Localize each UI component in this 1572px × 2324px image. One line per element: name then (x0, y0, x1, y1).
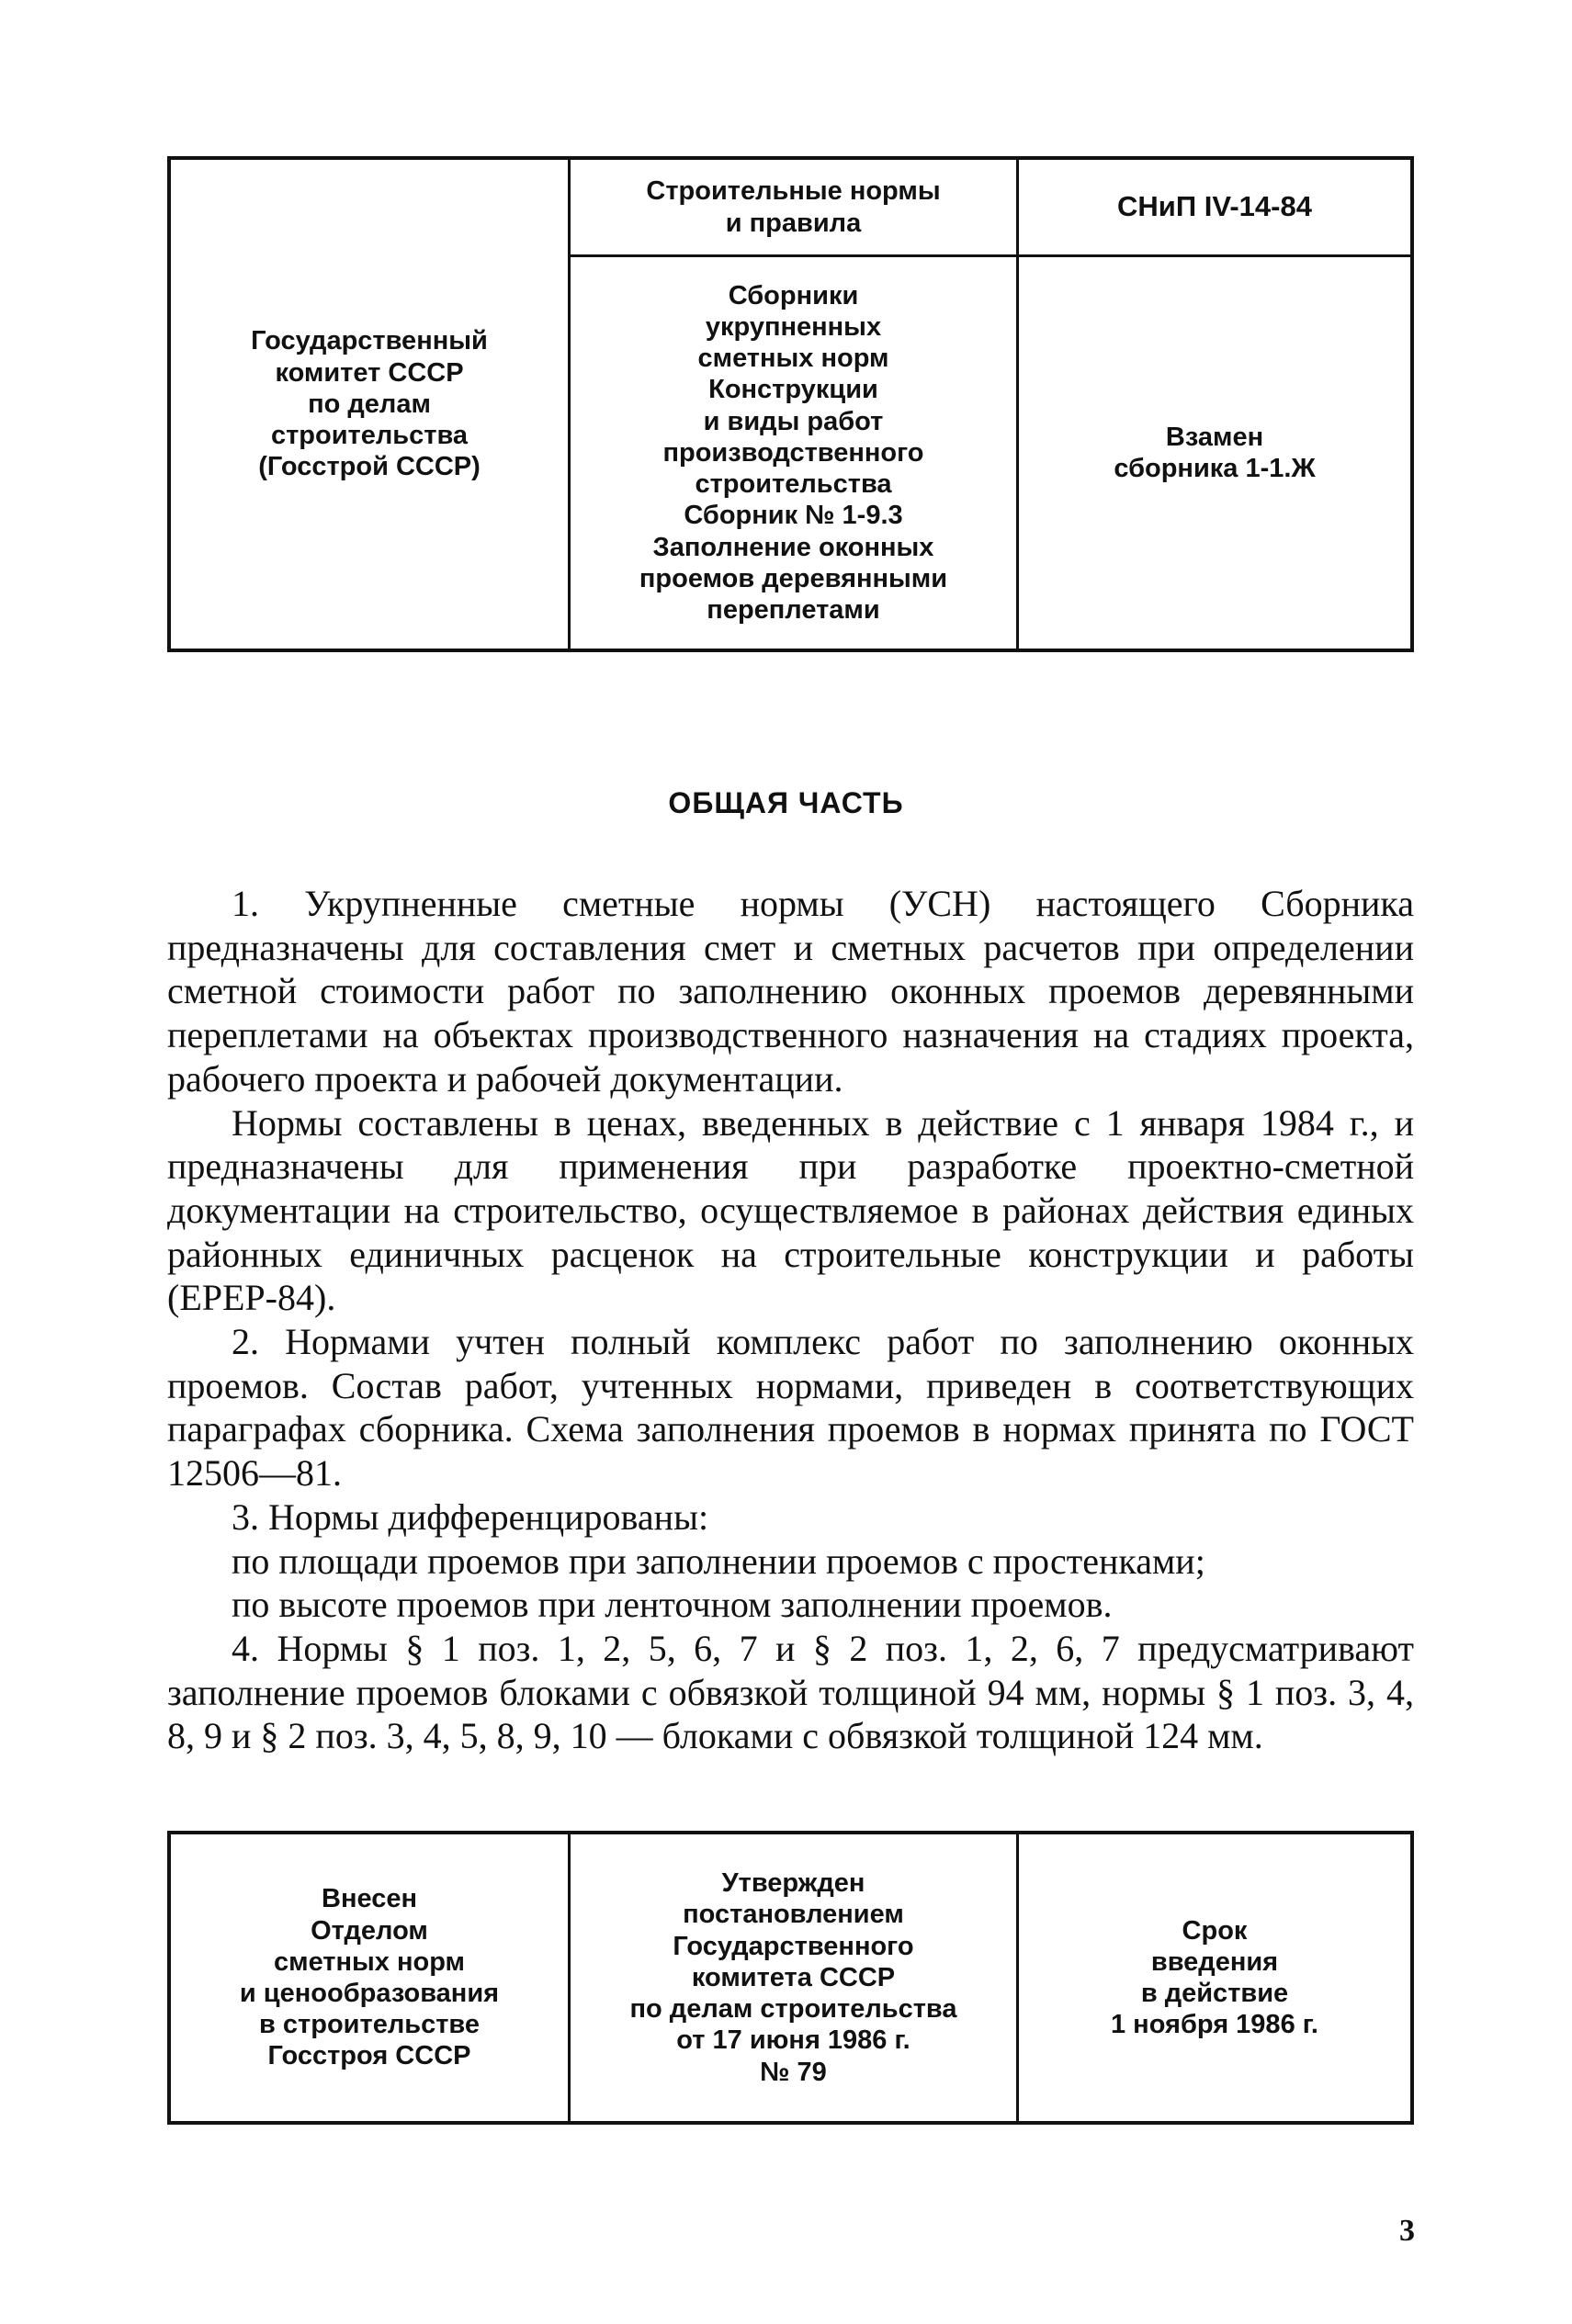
submitted-line: в строительстве (259, 2010, 480, 2040)
collection-line: Конструкции (708, 375, 878, 405)
page-number: 3 (1399, 2214, 1415, 2248)
section-title: ОБЩАЯ ЧАСТЬ (668, 786, 904, 819)
submitted-line: Отделом (311, 1915, 428, 1946)
collection-line: Заполнение оконных (652, 532, 934, 562)
replaces-cell (1019, 257, 1410, 649)
footer-table (167, 1831, 1414, 2125)
issuer-cell (171, 160, 568, 649)
doc-code-cell (1019, 160, 1410, 254)
submitted-line: сметных норм (273, 1946, 465, 1977)
header-table (167, 156, 1414, 652)
submitted-cell (171, 1834, 568, 2121)
approved-line: от 17 июня 1986 г. (676, 2025, 910, 2056)
approved-cell (571, 1834, 1016, 2121)
paragraph: 4. Нормы § 1 поз. 1, 2, 5, 6, 7 и § 2 поз. 1, 2, 6, 7 предусматривают заполнение проемов блоками с обвязкой толщиной 94 мм, нормы § 1 поз. 3, 4, 8, 9 и § 2 поз. 3, 4, 5, 8, 9, 10 — блоками с обвязкой толщиной 124 мм. (167, 1627, 1414, 1757)
doc-type-cell (571, 160, 1016, 254)
body-text (167, 882, 1414, 1758)
submitted-line: Госстроя СССР (267, 2041, 471, 2071)
row-divider (568, 254, 1410, 257)
doc-code: СНиП IV-14-84 (1117, 190, 1312, 223)
collection-line: проемов деревянными (639, 563, 948, 593)
issuer-line: комитет СССР (275, 357, 464, 388)
replaces-line: сборника 1-1.Ж (1114, 454, 1316, 483)
issuer-line: по делам (308, 389, 431, 419)
effective-line: введения (1150, 1946, 1279, 1977)
submitted-line: Внесен (322, 1884, 417, 1914)
doc-type-line: Строительные нормы (646, 176, 941, 207)
approved-line: № 79 (760, 2057, 827, 2087)
collection-cell (571, 257, 1016, 649)
approved-line: комитета СССР (691, 1962, 896, 1992)
effective-line: 1 ноября 1986 г. (1111, 2010, 1318, 2040)
paragraph: по площади проемов при заполнении проемов с простенками; (232, 1540, 1205, 1582)
collection-line: переплетами (707, 594, 880, 625)
submitted-line: и ценообразования (239, 1979, 500, 2008)
collection-line: укрупненных (705, 312, 882, 343)
paragraph: 3. Нормы дифференцированы: (232, 1495, 709, 1538)
approved-line: Государственного (673, 1931, 914, 1961)
doc-type-line: и правила (725, 208, 862, 238)
effective-line: в действие (1140, 1979, 1289, 2008)
replaces-line: Взамен (1165, 422, 1264, 452)
issuer-line: строительства (270, 421, 469, 451)
collection-line: производственного (662, 437, 924, 468)
effective-line: Срок (1182, 1915, 1248, 1946)
collection-line: и виды работ (703, 406, 884, 436)
collection-line: сметных норм (697, 344, 889, 374)
paragraph: Нормы составлены в ценах, введенных в действие с 1 января 1984 г., и предназначены для применения при разработке проектно-сметной документации на строительство, осуществляемое в районах действия единых районных единичных расценок на строительные конструкции и работы (ЕРЕР-84). (167, 1101, 1414, 1319)
paragraph: по высоте проемов при ленточном заполнении проемов. (232, 1584, 1113, 1626)
paragraph: 2. Нормами учтен полный комплекс работ по заполнению оконных проемов. Состав работ, учтенных нормами, приведен в соответствующих параграфах сборника. Схема заполнения проемов в нормах принята по ГОСТ 12506—81. (167, 1321, 1414, 1495)
collection-line: Сборник № 1-9.3 (684, 501, 903, 531)
issuer-line: Государственный (251, 326, 488, 356)
collection-line: Сборники (728, 280, 859, 310)
approved-line: по делам строительства (629, 1994, 957, 2025)
paragraph: 1. Укрупненные сметные нормы (УСН) настоящего Сборника предназначены для составления смет и сметных расчетов при определении сметной стоимости работ по заполнению оконных проемов деревянными переплетами на объектах производственного назначения на стадиях проекта, рабочего проекта и рабочей документации. (167, 883, 1414, 1100)
effective-cell (1019, 1834, 1410, 2121)
collection-line: строительства (695, 469, 892, 500)
approved-line: постановлением (683, 1900, 904, 1930)
approved-line: Утвержден (721, 1868, 865, 1899)
issuer-line: (Госстрой СССР) (258, 452, 481, 482)
